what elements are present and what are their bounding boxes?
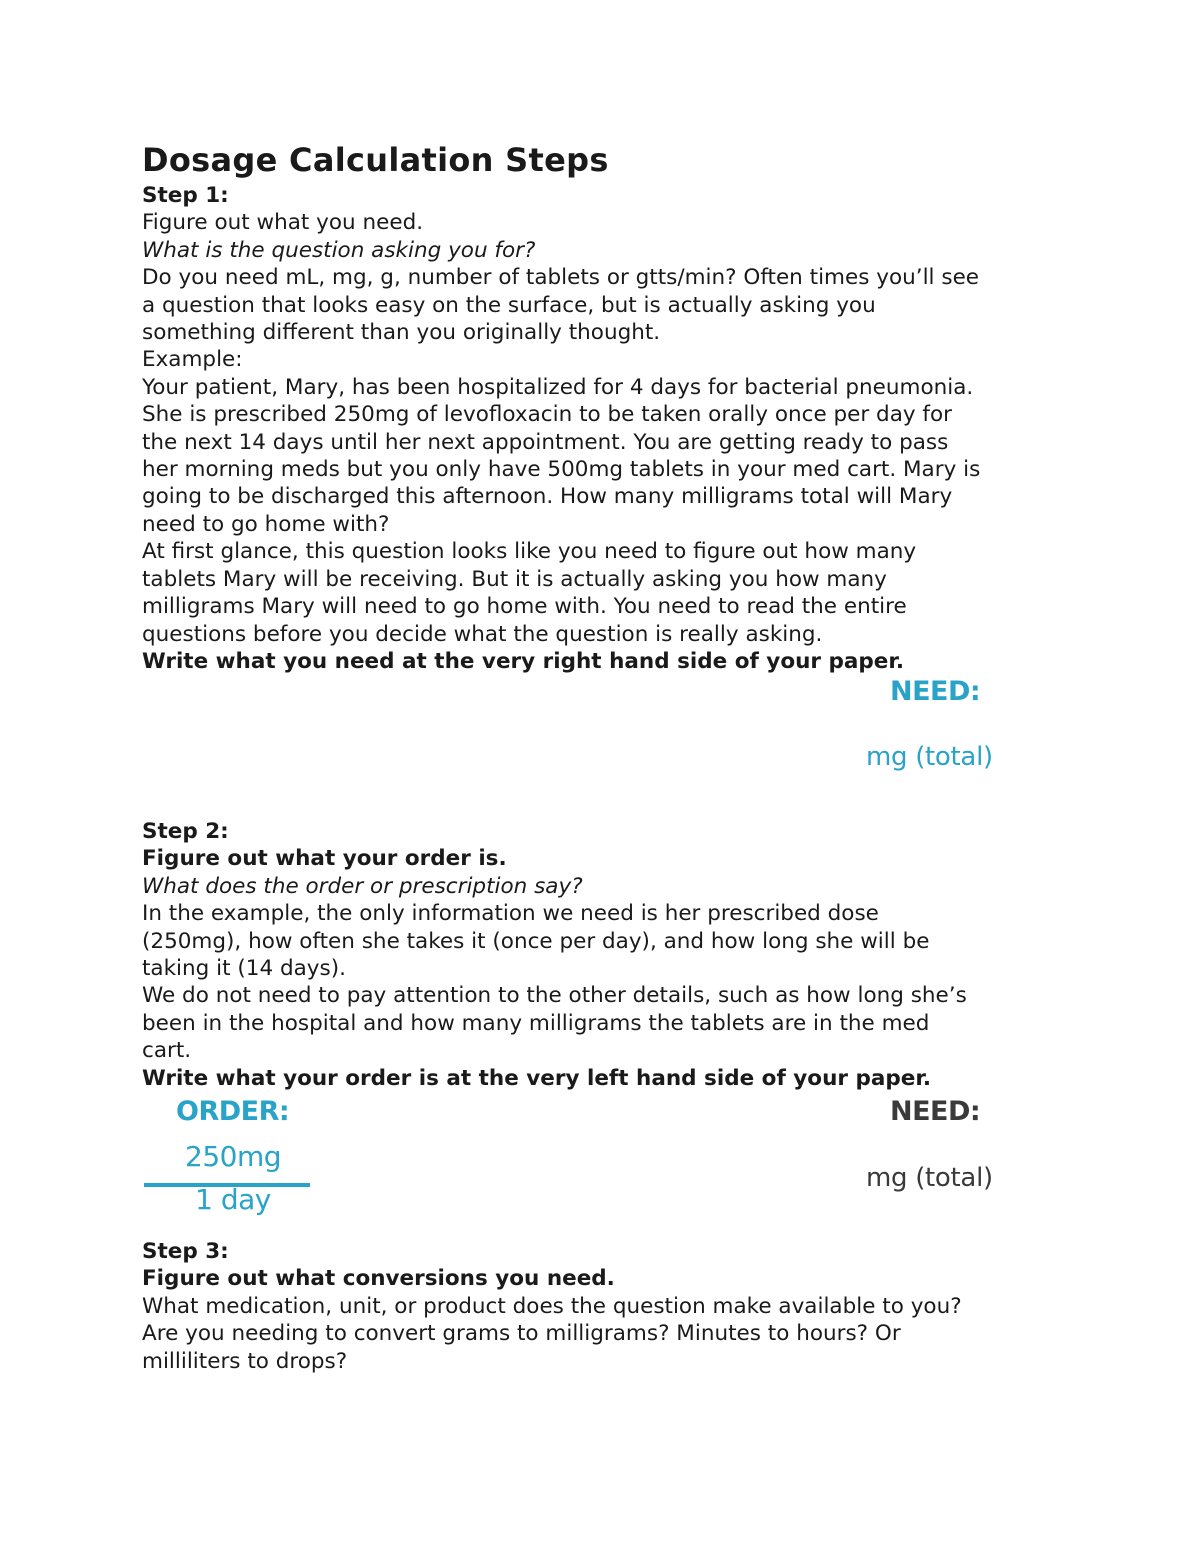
step1-need-label: NEED: [890, 676, 981, 707]
step1-instruction: Write what you need at the very right hand side of your paper. [142, 648, 905, 674]
step1-need-value: mg (total) [866, 742, 993, 772]
step2-order-denominator: 1 day [195, 1183, 271, 1216]
step1-p1-line: Do you need mL, mg, g, number of tablets or gtts/min? Often times you’ll see [142, 265, 980, 291]
step1-example-line: Your patient, Mary, has been hospitalized for 4 days for bacterial pneumonia. [142, 374, 974, 400]
document-body [142, 140, 1072, 675]
step3-heading: Step 3: [142, 1239, 229, 1264]
step2-heading: Step 2: [142, 819, 229, 844]
step2-instruction: Write what your order is at the very left hand side of your paper. [142, 1065, 932, 1091]
step1-example-line: her morning meds but you only have 500mg tablets in your med cart. Mary is [142, 457, 981, 483]
step3-line1: Figure out what conversions you need. [142, 1266, 615, 1292]
step2-p1-line: (250mg), how often she takes it (once per day), and how long she will be [142, 928, 930, 954]
step1-example-line: going to be discharged this afternoon. How many milligrams total will Mary [142, 484, 953, 510]
step1-example-line: the next 14 days until her next appointment. You are getting ready to pass [142, 429, 949, 455]
step3-p1-line: What medication, unit, or product does the question make available to you? [142, 1293, 962, 1319]
step1-explanation-line: At first glance, this question looks like you need to figure out how many [142, 539, 917, 565]
step1-p1-line: something different than you originally thought. [142, 320, 661, 346]
step2-order-label: ORDER: [176, 1096, 290, 1127]
step2-need-label: NEED: [890, 1096, 981, 1127]
step2-p1-line: taking it (14 days). [142, 956, 346, 982]
step1-line1: Figure out what you need. [142, 210, 424, 236]
step1-question: What is the question asking you for? [142, 237, 536, 263]
document-title: Dosage Calculation Steps [142, 141, 609, 179]
step3-p1-line: milliliters to drops? [142, 1348, 348, 1374]
step2-p2-line: been in the hospital and how many milligrams the tablets are in the med [142, 1010, 930, 1036]
step2-p2-line: We do not need to pay attention to the other details, such as how long she’s [142, 983, 967, 1009]
step2-p2-line: cart. [142, 1038, 192, 1064]
step2-question: What does the order or prescription say? [142, 873, 583, 899]
step1-example-line: She is prescribed 250mg of levofloxacin to be taken orally once per day for [142, 402, 952, 428]
step2-order-numerator: 250mg [185, 1140, 281, 1173]
step1-explanation-line: tablets Mary will be receiving. But it is actually asking you how many [142, 566, 887, 592]
step1-heading: Step 1: [142, 183, 229, 208]
step1-example-line: need to go home with? [142, 511, 390, 537]
step1-p1-line: a question that looks easy on the surface, but is actually asking you [142, 292, 876, 318]
step3-section [142, 1238, 1072, 1375]
step2-line1: Figure out what your order is. [142, 846, 507, 872]
step1-example-label: Example: [142, 347, 243, 373]
step1-explanation-line: questions before you decide what the question is really asking. [142, 621, 823, 647]
step2-section [142, 818, 1072, 1092]
step1-explanation-line: milligrams Mary will need to go home with. You need to read the entire [142, 594, 907, 620]
step2-p1-line: In the example, the only information we need is her prescribed dose [142, 901, 879, 927]
step3-p1-line: Are you needing to convert grams to milligrams? Minutes to hours? Or [142, 1321, 901, 1347]
step2-need-value: mg (total) [866, 1163, 993, 1193]
